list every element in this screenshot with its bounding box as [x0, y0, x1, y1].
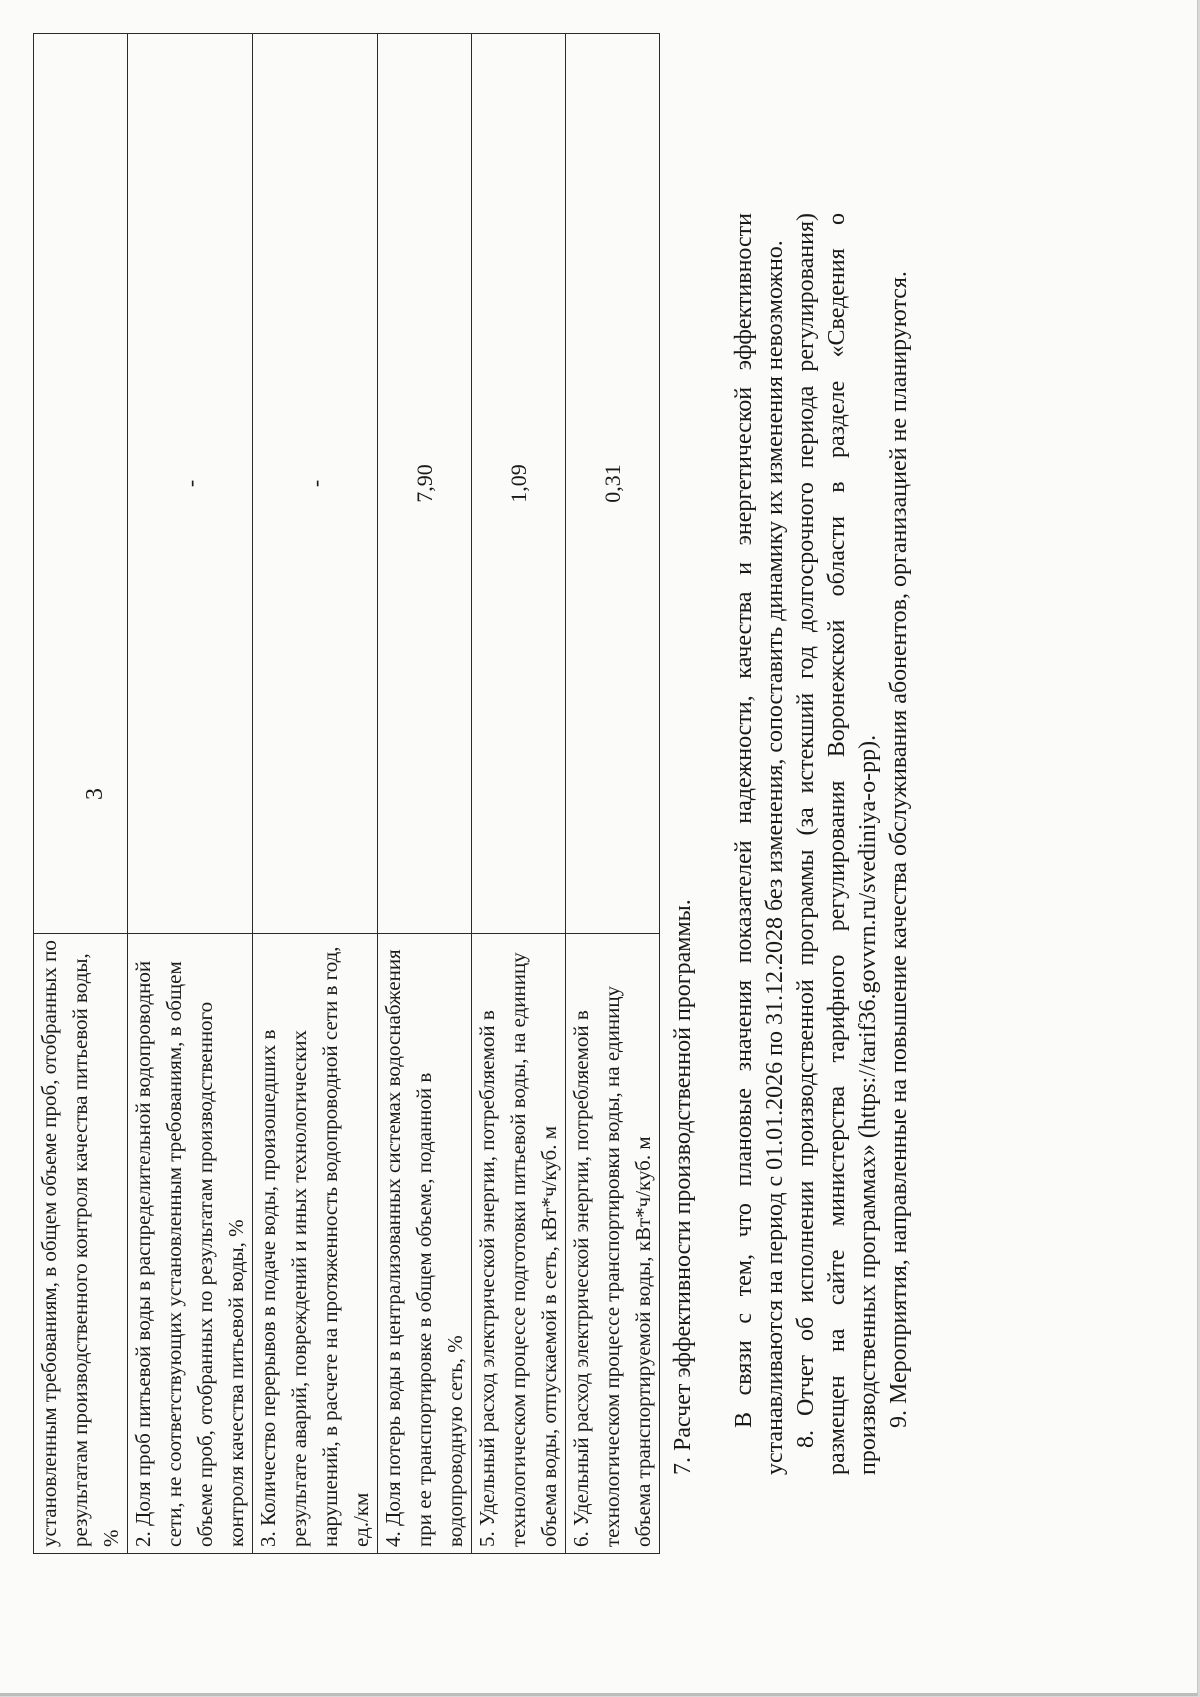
body-text: [668, 213, 915, 1475]
indicator-label: 2. Доля проб питьевой воды в распределительной водопроводной сети, не соответствующих установленным требованиям, в общем объеме проб, отобранных по результатам производственного контроля качества питьевой воды, %: [128, 934, 253, 1554]
indicator-value: 7,90: [378, 34, 472, 934]
table-row: [253, 34, 378, 1554]
table-row: [472, 34, 566, 1554]
indicator-value: 0,31: [566, 34, 660, 934]
indicator-label: 5. Удельный расход электрической энергии, потребляемой в технологическом процессе подготовки питьевой воды, на единицу объема воды, отпускаемой в сеть, кВт*ч/куб. м: [472, 934, 566, 1554]
table-row: [378, 34, 472, 1554]
page-number: 3: [82, 788, 108, 800]
paragraph-report: 8. Отчет об исполнении производственной программы (за истекший год долгосрочного периода регулирования) размещен на сайте министерства тарифного регулирования Воронежской области в разделе «Сведения о производственных программах» (https://tarif36.govvrn.ru/svediniya-o-pp).: [793, 213, 881, 1475]
indicator-value: -: [128, 34, 253, 934]
section-heading: 7. Расчет эффективности производственной программы.: [670, 899, 696, 1475]
indicator-value: -: [253, 34, 378, 934]
table-row: [34, 34, 128, 1554]
indicator-value: [34, 34, 128, 934]
table-row: [128, 34, 253, 1554]
indicators-table: [33, 33, 660, 1554]
indicator-value: 1,09: [472, 34, 566, 934]
table-row: [566, 34, 660, 1554]
paragraph-measures: 9. Мероприятия, направленные на повышение качества обслуживания абонентов, организацией не планируются.: [886, 271, 912, 1428]
indicator-label: 6. Удельный расход электрической энергии, потребляемой в технологическом процессе транспортировки воды, на единицу объема транспортируемой воды, кВт*ч/куб. м: [566, 934, 660, 1554]
indicator-label: 3. Количество перерывов в подаче воды, произошедших в результате аварий, повреждений и иных технологических нарушений, в расчете на протяженность водопроводной сети в год, ед./км: [253, 934, 378, 1554]
indicator-label: установленным требованиям, в общем объеме проб, отобранных по результатам производственного контроля качества питьевой воды, %: [34, 934, 128, 1554]
indicator-label: 4. Доля потерь воды в централизованных системах водоснабжения при ее транспортировке в общем объеме, поданной в водопроводную сеть, %: [378, 934, 472, 1554]
paragraph-dynamics: В связи с тем, что плановые значения показателей надежности, качества и энергетической эффективности устанавливаются на период с 01.01.2026 по 31.12.2028 без изменения, сопоставить динамику их изменения невозможно.: [731, 213, 788, 1475]
